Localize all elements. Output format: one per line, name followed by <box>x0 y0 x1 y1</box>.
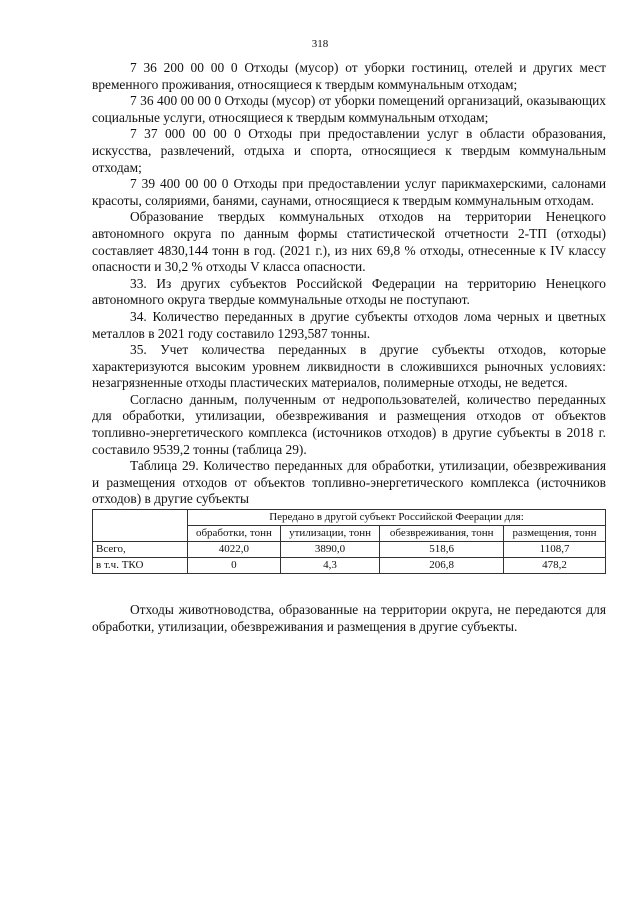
table-cell: 518,6 <box>380 542 504 558</box>
page-number: 318 <box>311 38 329 50</box>
paragraph-waste-code-salons: 7 39 400 00 00 0 Отходы при предоставлении услуг парикмахерскими, салонами красоты, соляриями, банями, саунами, относящиеся к твердым коммунальным отходам. <box>92 176 606 208</box>
paragraph-item-34: 34. Количество переданных в другие субъекты отходов лома черных и цветных металлов в 2021 году составило 1293,587 тонны. <box>92 308 606 341</box>
row-label: Всего, <box>93 542 188 558</box>
table-cell: 4022,0 <box>188 542 281 558</box>
column-header: обезвреживания, тонн <box>380 526 504 542</box>
table-cell: 1108,7 <box>504 542 606 558</box>
table-caption: Таблица 29. Количество переданных для обработки, утилизации, обезвреживания и размещения отходов от объектов топливно-энергетического комплекса (источников отходов) в другие субъекты <box>92 458 606 507</box>
column-header: обработки, тонн <box>188 526 281 542</box>
table-cell: 0 <box>188 558 281 574</box>
table-cell: 478,2 <box>504 558 606 574</box>
waste-transfer-table <box>92 509 606 574</box>
paragraph-waste-code-social: 7 36 400 00 00 0 Отходы (мусор) от уборки помещений организаций, оказывающих социальные услуги, относящиеся к твердым коммунальным отходам; <box>92 93 606 125</box>
table-group-header: Передано в другой субъект Российской Феерации для: <box>188 510 606 526</box>
paragraph-item-33: 33. Из других субъектов Российской Федерации на территорию Ненецкого автономного округа твердые коммунальные отходы не поступают. <box>92 275 606 308</box>
column-header: утилизации, тонн <box>280 526 380 542</box>
table-cell: 4,3 <box>280 558 380 574</box>
table-row <box>93 558 606 574</box>
paragraph-item-35: 35. Учет количества переданных в другие субъекты отходов, которые характеризуются высоким уровнем ликвидности в сложившихся рыночных условиях: незагрязненные отходы пластических материалов, полимерные отходы, не ведется. <box>92 342 606 391</box>
document-body <box>92 60 606 635</box>
table-header-row <box>93 510 606 526</box>
paragraph-waste-code-hotels: 7 36 200 00 00 0 Отходы (мусор) от уборки гостиниц, отелей и других мест временного проживания, относящиеся к твердым коммунальным отходам; <box>92 60 606 92</box>
paragraph-waste-generation: Образование твердых коммунальных отходов на территории Ненецкого автономного округа по данным формы статистической отчетности 2-ТП (отходы) составляет 4830,144 тонн в год. (2021 г.), из них 69,8 % отходы, отнесенные к IV классу опасности и 30,2 % отходы V класса опасности. <box>92 209 606 275</box>
table-row <box>93 542 606 558</box>
paragraph-waste-code-education: 7 37 000 00 00 0 Отходы при предоставлении услуг в области образования, искусства, развлечений, отдыха и спорта, относящиеся к твердым коммунальным отходам; <box>92 126 606 175</box>
table-corner-cell <box>93 510 188 542</box>
table-cell: 206,8 <box>380 558 504 574</box>
row-label: в т.ч. ТКО <box>93 558 188 574</box>
paragraph-livestock-waste: Отходы животноводства, образованные на территории округа, не передаются для обработки, утилизации, обезвреживания и размещения в другие субъекты. <box>92 602 606 634</box>
paragraph-subsoil-users: Согласно данным, полученным от недропользователей, количество переданных для обработки, утилизации, обезвреживания и размещения отходов от объектов топливно-энергетического комплекса (источников отходов) в другие субъекты в 2018 г. составило 9539,2 тонны (таблица 29). <box>92 391 606 457</box>
column-header: размещения, тонн <box>504 526 606 542</box>
table-cell: 3890,0 <box>280 542 380 558</box>
